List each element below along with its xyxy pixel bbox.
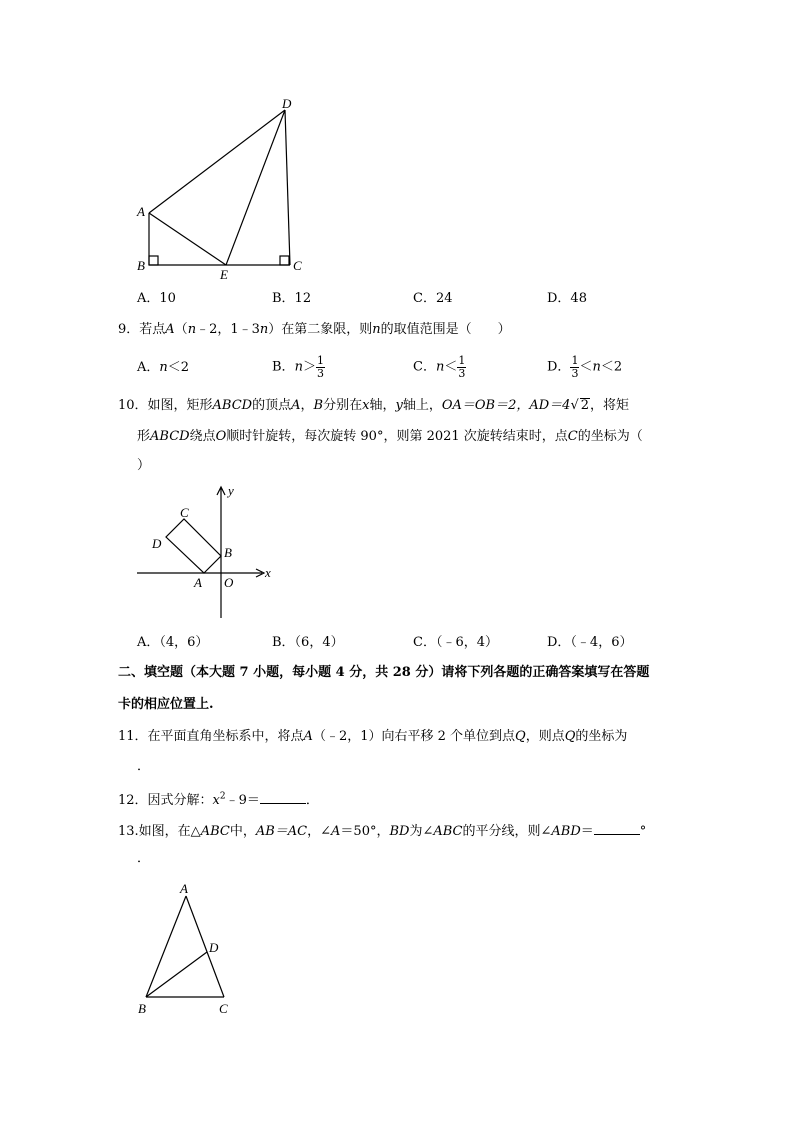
segment-ed — [226, 110, 285, 265]
q10-line-1: 10．如图，矩形ABCD的顶点A，B分别在x轴，y轴上，OA＝OB＝2，AD＝4√ 2，将矩 — [118, 398, 630, 413]
label-x: x — [265, 565, 271, 580]
right-angle-c — [280, 256, 289, 265]
label-a: A — [194, 575, 202, 590]
figure-rectangle-axes — [132, 480, 277, 620]
q10-option-b: B．（6，4） — [272, 635, 344, 650]
fraction-one-third: $\frac{1}{3}$ — [571, 354, 579, 380]
q10-option-a: A．（4，6） — [137, 635, 209, 650]
q13-line-1: 13.如图，在△ABC中，AB＝AC，∠A＝50°，BD为∠ABC的平分线，则∠ABD＝ ° — [118, 824, 647, 839]
q8-option-b: B．12 — [272, 291, 312, 306]
label-b: B — [137, 258, 145, 273]
label-o: O — [224, 575, 234, 590]
figure-quadrilateral — [130, 92, 310, 284]
q10-line-2: 形ABCD绕点O顺时针旋转，每次旋转 90°，则第 2021 次旋转结束时，点C的坐标为（ — [137, 429, 643, 444]
sqrt-sign: √ — [570, 398, 579, 413]
label-d: D — [152, 536, 162, 551]
label-e: E — [220, 267, 228, 282]
q11-line-1: 11．在平面直角坐标系中，将点A（﹣2，1）向右平移 2 个单位到点Q，则点Q的坐标为 — [118, 729, 628, 744]
q9-option-c: C．n＜ $\frac{1}{3}$ — [413, 354, 466, 380]
label-d: D — [282, 96, 292, 111]
figure-triangle-abc — [134, 876, 244, 1018]
segment-ad — [149, 110, 285, 213]
label-d: D — [209, 940, 219, 955]
q10-line-3: ） — [137, 458, 151, 473]
answer-blank[interactable] — [260, 792, 306, 804]
label-b: B — [138, 1001, 146, 1016]
section-2-heading-line-1: 二、填空题（本大题 7 小题，每小题 4 分，共 28 分）请将下列各题的正确答案填写在答题 — [118, 665, 650, 680]
label-y: y — [228, 483, 234, 498]
fraction-one-third: $\frac{1}{3}$ — [316, 354, 324, 380]
rectangle-abcd — [166, 519, 221, 573]
label-a: A — [180, 881, 188, 896]
q8-option-a: A．10 — [137, 291, 176, 306]
label-a: A — [137, 204, 145, 219]
q9-question: 9．若点A（n﹣2，1﹣3n）在第二象限，则n的取值范围是（ ） — [118, 322, 511, 337]
q8-option-d: D．48 — [547, 291, 587, 306]
right-angle-b — [149, 256, 158, 265]
segment-cd — [285, 110, 290, 265]
q8-option-c: C．24 — [413, 291, 453, 306]
label-c: C — [180, 505, 189, 520]
label-b: B — [224, 545, 232, 560]
label-c: C — [219, 1001, 228, 1016]
q9-option-d: D． $\frac{1}{3}$ ＜n＜2 — [547, 354, 623, 380]
q12-question: 12．因式分解：$x^2﹣9=$ ． — [118, 791, 319, 808]
q10-option-c: C．（﹣6，4） — [413, 635, 498, 650]
section-2-heading-line-2: 卡的相应位置上. — [118, 697, 214, 712]
label-c: C — [293, 258, 302, 273]
q9-option-a: A．n＜2 — [137, 360, 190, 375]
q11-line-2: ． — [137, 759, 151, 774]
q9-option-b: B．n＞ $\frac{1}{3}$ — [272, 354, 324, 380]
answer-blank[interactable] — [594, 823, 640, 835]
fraction-one-third: $\frac{1}{3}$ — [458, 354, 466, 380]
q13-line-2: ． — [137, 851, 151, 866]
q10-option-d: D．（﹣4，6） — [547, 635, 633, 650]
segment-ae — [149, 213, 226, 265]
